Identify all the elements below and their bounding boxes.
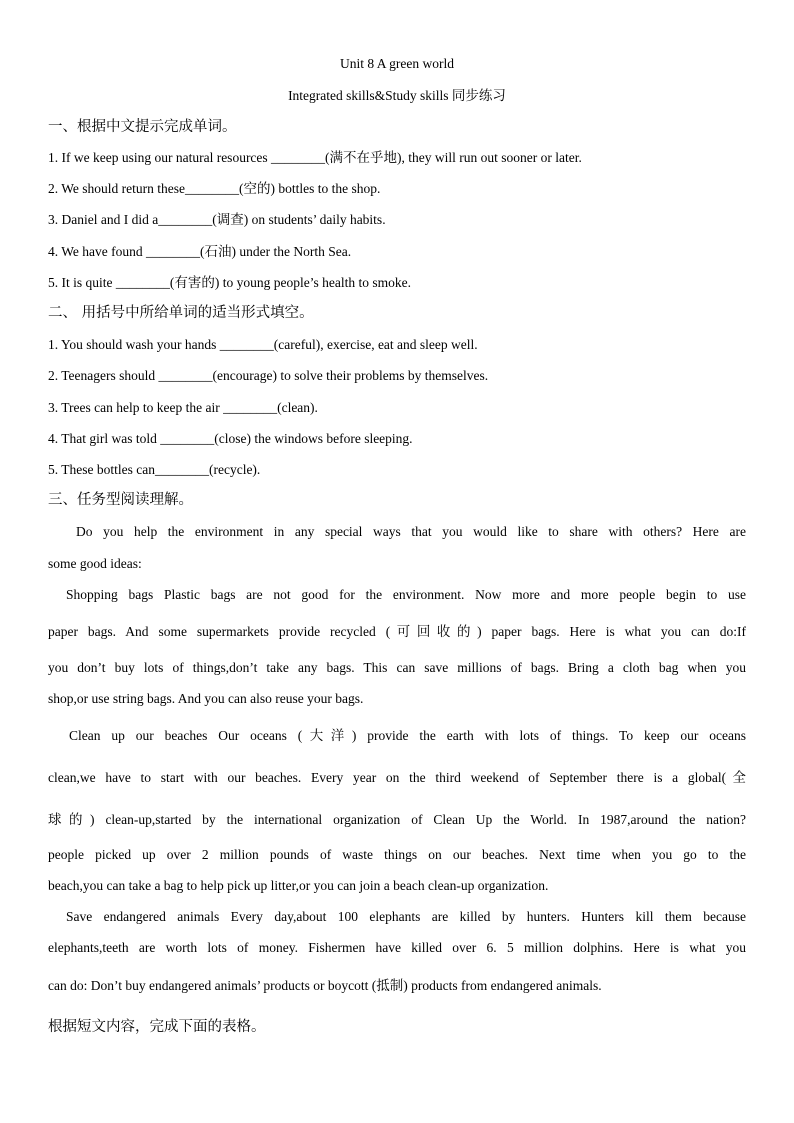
passage-line: can do: Don’t buy endangered animals’ products or boycott (抵制) products from endangered animals. bbox=[48, 978, 602, 993]
section-2-item-3: 3. Trees can help to keep the air ________(clean). bbox=[48, 400, 318, 415]
section-1-item-5: 5. It is quite ________(有害的) to young people’s health to smoke. bbox=[48, 275, 411, 290]
document-subtitle: Integrated skills&Study skills 同步练习 bbox=[288, 88, 506, 103]
section-2-item-4: 4. That girl was told ________(close) the windows before sleeping. bbox=[48, 431, 413, 446]
passage-line: shop,or use string bags. And you can also reuse your bags. bbox=[48, 691, 364, 706]
passage-line: clean,we have to start with our beaches. Every year on the third weekend of September there is a global(全 bbox=[48, 770, 746, 785]
passage-line: Shopping bags Plastic bags are not good for the environment. Now more and more people begin to use bbox=[66, 587, 746, 602]
section-2-item-1: 1. You should wash your hands ________(careful), exercise, eat and sleep well. bbox=[48, 337, 478, 352]
passage-line: paper bags. And some supermarkets provide recycled (可回收的) paper bags. Here is what you can do:If bbox=[48, 624, 746, 639]
passage-line: Do you help the environment in any special ways that you would like to share with others? Here are bbox=[76, 524, 746, 539]
section-2-heading: 二、 用括号中所给单词的适当形式填空。 bbox=[48, 305, 314, 321]
section-1-item-1: 1. If we keep using our natural resources ________(满不在乎地), they will run out sooner or later. bbox=[48, 150, 582, 165]
passage-line: Save endangered animals Every day,about 100 elephants are killed by hunters. Hunters kill them because bbox=[66, 909, 746, 924]
section-3-heading: 三、任务型阅读理解。 bbox=[48, 492, 193, 508]
passage-line: you don’t buy lots of things,don’t take any bags. This can save millions of bags. Bring a cloth bag when you bbox=[48, 660, 746, 675]
passage-line: beach,you can take a bag to help pick up litter,or you can join a beach clean-up organization. bbox=[48, 878, 549, 893]
passage-line: Clean up our beaches Our oceans (大洋) provide the earth with lots of things. To keep our oceans bbox=[69, 728, 746, 743]
passage-line: people picked up over 2 million pounds of waste things on our beaches. Next time when you go to the bbox=[48, 847, 746, 862]
passage-line: 球的) clean-up,started by the international organization of Clean Up the World. In 1987,around the nation? bbox=[48, 812, 746, 827]
section-1-item-4: 4. We have found ________(石油) under the North Sea. bbox=[48, 244, 352, 259]
passage-line: some good ideas: bbox=[48, 556, 142, 571]
section-2-item-5: 5. These bottles can________(recycle). bbox=[48, 462, 261, 477]
section-2-item-2: 2. Teenagers should ________(encourage) to solve their problems by themselves. bbox=[48, 368, 489, 383]
document-title: Unit 8 A green world bbox=[340, 56, 454, 71]
table-instruction: 根据短文内容，完成下面的表格。 bbox=[48, 1019, 266, 1035]
section-1-item-3: 3. Daniel and I did a________(调查) on students’ daily habits. bbox=[48, 212, 386, 227]
section-1-heading: 一、根据中文提示完成单词。 bbox=[48, 119, 237, 135]
passage-line: elephants,teeth are worth lots of money. Fishermen have killed over 6. 5 million dolphins. Here is what you bbox=[48, 940, 746, 955]
section-1-item-2: 2. We should return these________(空的) bottles to the shop. bbox=[48, 181, 381, 196]
